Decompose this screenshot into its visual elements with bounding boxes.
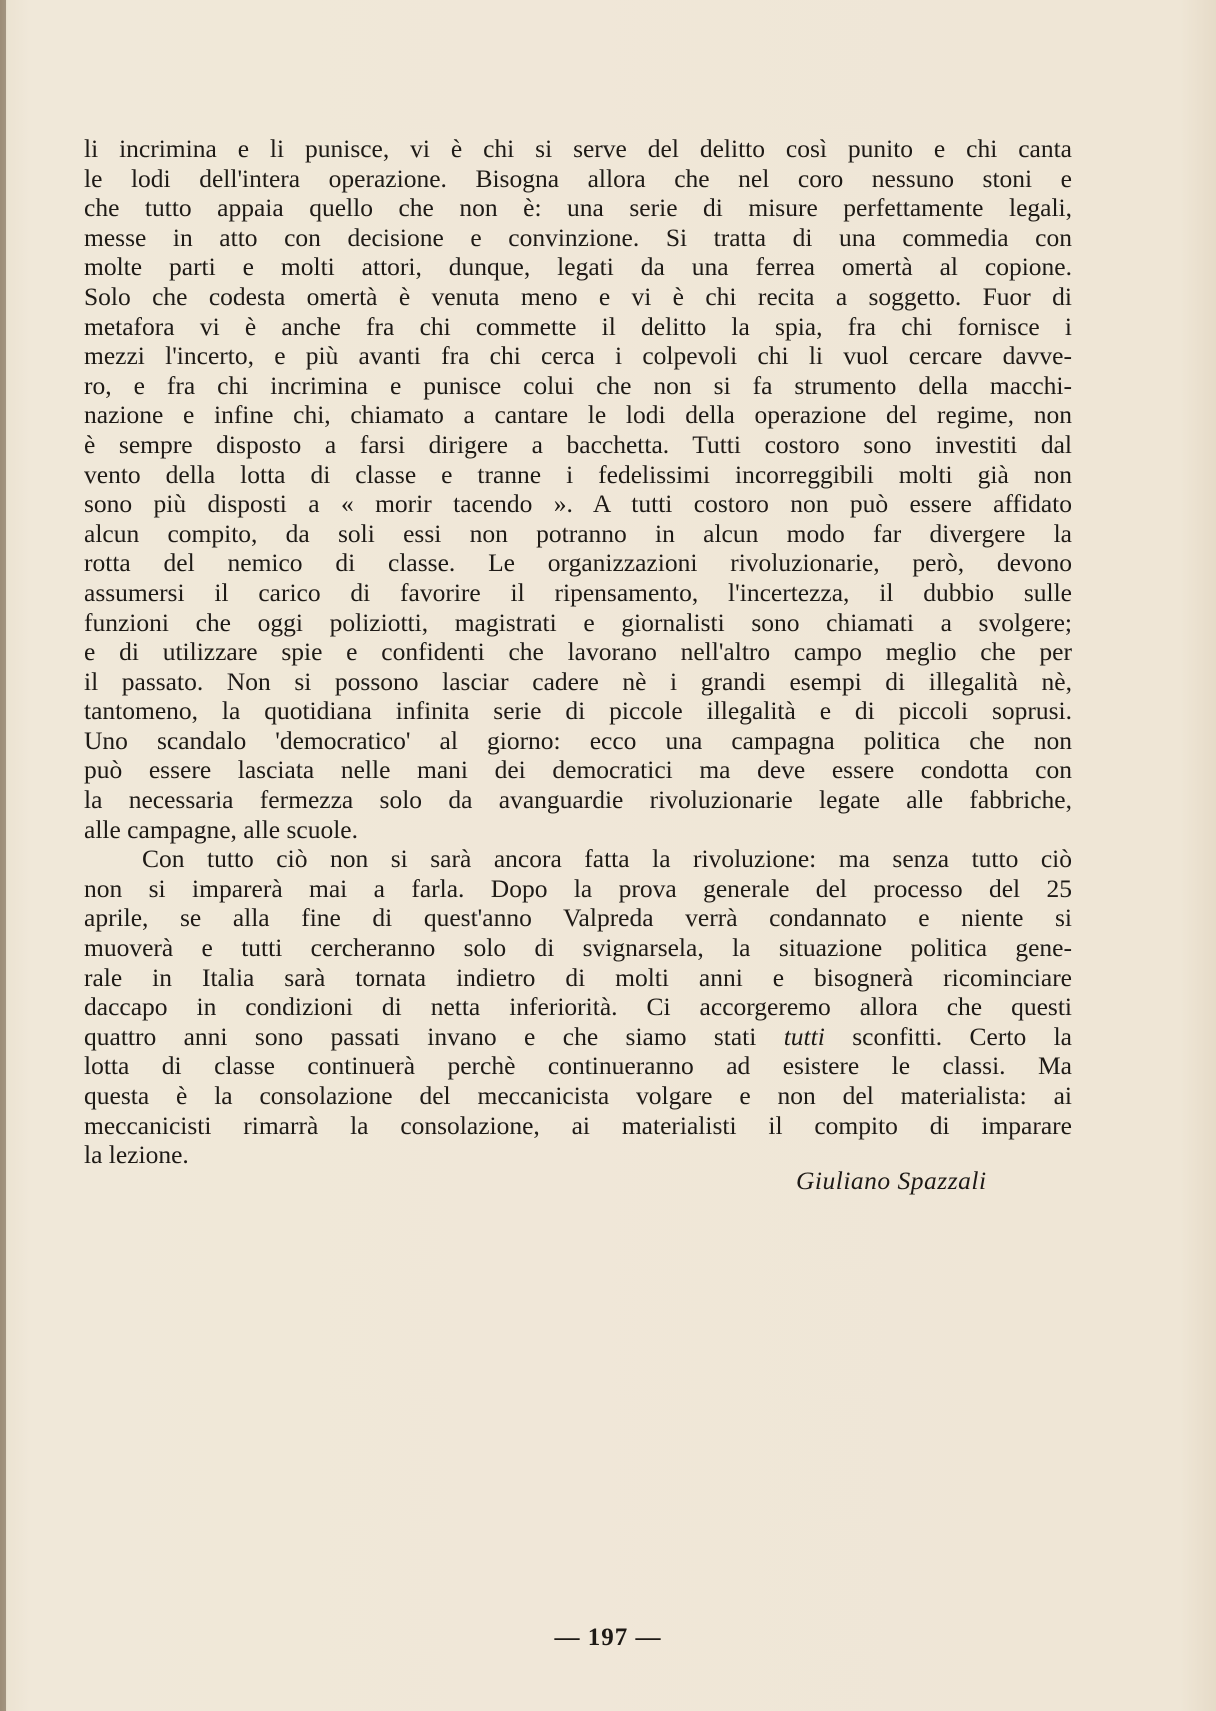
- text-line: mezzi l'incerto, e più avanti fra chi cerca i colpevoli chi li vuol cercare davve-: [84, 341, 1072, 371]
- text-line: assumersi il carico di favorire il ripensamento, l'incertezza, il dubbio sulle: [84, 577, 1072, 607]
- text-line: questa è la consolazione del meccanicista volgare e non del materialista: ai: [84, 1081, 1072, 1110]
- text-line: aprile, se alla fine di quest'anno Valpreda verrà condannato e niente si: [84, 903, 1072, 933]
- text-line: meccanicisti rimarrà la consolazione, ai materialisti il compito di imparare: [84, 1110, 1072, 1140]
- text-line: rotta del nemico di classe. Le organizzazioni rivoluzionarie, però, devono: [84, 548, 1072, 578]
- text-line: Uno scandalo 'democratico' al giorno: ecco una campagna politica che non: [84, 725, 1072, 755]
- text-line: non si imparerà mai a farla. Dopo la prova generale del processo del 25: [84, 873, 1072, 903]
- text-line: lotta di classe continuerà perchè continueranno ad esistere le classi. Ma: [84, 1051, 1072, 1081]
- text-line: li incrimina e li punisce, vi è chi si serve del delitto così punito e chi canta: [84, 134, 1072, 163]
- author-signature: Giuliano Spazzali: [796, 1166, 987, 1195]
- text-line: tantomeno, la quotidiana infinita serie di piccole illegalità e di piccoli soprusi.: [84, 696, 1072, 726]
- text-line: è sempre disposto a farsi dirigere a bacchetta. Tutti costoro sono investiti dal: [84, 429, 1072, 459]
- text-line: rale in Italia sarà tornata indietro di molti anni e bisognerà ricominciare: [84, 962, 1072, 992]
- text-segment: sconfitti. Certo la: [852, 1021, 1072, 1051]
- text-line: alcun compito, da soli essi non potranno in alcun modo far divergere la: [84, 518, 1072, 548]
- text-line: sono più disposti a « morir tacendo ». A tutti costoro non può essere affidato: [84, 489, 1072, 519]
- text-line: messe in atto con decisione e convinzione. Si tratta di una commedia con: [84, 222, 1072, 252]
- paragraph-start-line: Con tutto ciò non si sarà ancora fatta la rivoluzione: ma senza tutto ciò: [142, 844, 1072, 874]
- text-line: Solo che codesta omertà è venuta meno e vi è chi recita a soggetto. Fuor di: [84, 281, 1072, 311]
- text-line: molte parti e molti attori, dunque, legati da una ferrea omertà al copione.: [84, 252, 1072, 282]
- text-line: il passato. Non si possono lasciar cadere nè i grandi esempi di illegalità nè,: [84, 666, 1072, 696]
- text-line: ro, e fra chi incrimina e punisce colui che non si fa strumento della macchi-: [84, 370, 1072, 400]
- text-segment: quattro anni sono passati invano e che siamo stati: [84, 1021, 757, 1051]
- text-line: metafora vi è anche fra chi commette il delitto la spia, fra chi fornisce i: [84, 311, 1072, 341]
- text-line: la necessaria fermezza solo da avanguardie rivoluzionarie legate alle fabbriche,: [84, 785, 1072, 815]
- text-line: e di utilizzare spie e confidenti che lavorano nell'altro campo meglio che per: [84, 637, 1072, 667]
- page-binding-edge: [0, 0, 6, 1711]
- text-line: muoverà e tutti cercheranno solo di svignarsela, la situazione politica gene-: [84, 933, 1072, 963]
- text-line: daccapo in condizioni di netta inferiorità. Ci accorgeremo allora che questi: [84, 992, 1072, 1022]
- text-line: nazione e infine chi, chiamato a cantare le lodi della operazione del regime, non: [84, 400, 1072, 430]
- text-line: le lodi dell'intera operazione. Bisogna allora che nel coro nessuno stoni e: [84, 163, 1072, 193]
- emphasis-word: tutti: [783, 1021, 825, 1051]
- text-line-with-emphasis: [84, 1022, 1072, 1052]
- text-line: vento della lotta di classe e tranne i fedelissimi incorreggibili molti già non: [84, 459, 1072, 489]
- page-number: — 197 —: [554, 1624, 662, 1651]
- article-body: [84, 134, 1072, 1170]
- text-line: può essere lasciata nelle mani dei democratici ma deve essere condotta con: [84, 755, 1072, 785]
- text-line: che tutto appaia quello che non è: una serie di misure perfettamente legali,: [84, 193, 1072, 223]
- paragraph-end-line: la lezione.: [84, 1140, 189, 1170]
- text-line: funzioni che oggi poliziotti, magistrati e giornalisti sono chiamati a svolgere;: [84, 607, 1072, 637]
- paragraph-end-line: alle campagne, alle scuole.: [84, 814, 358, 844]
